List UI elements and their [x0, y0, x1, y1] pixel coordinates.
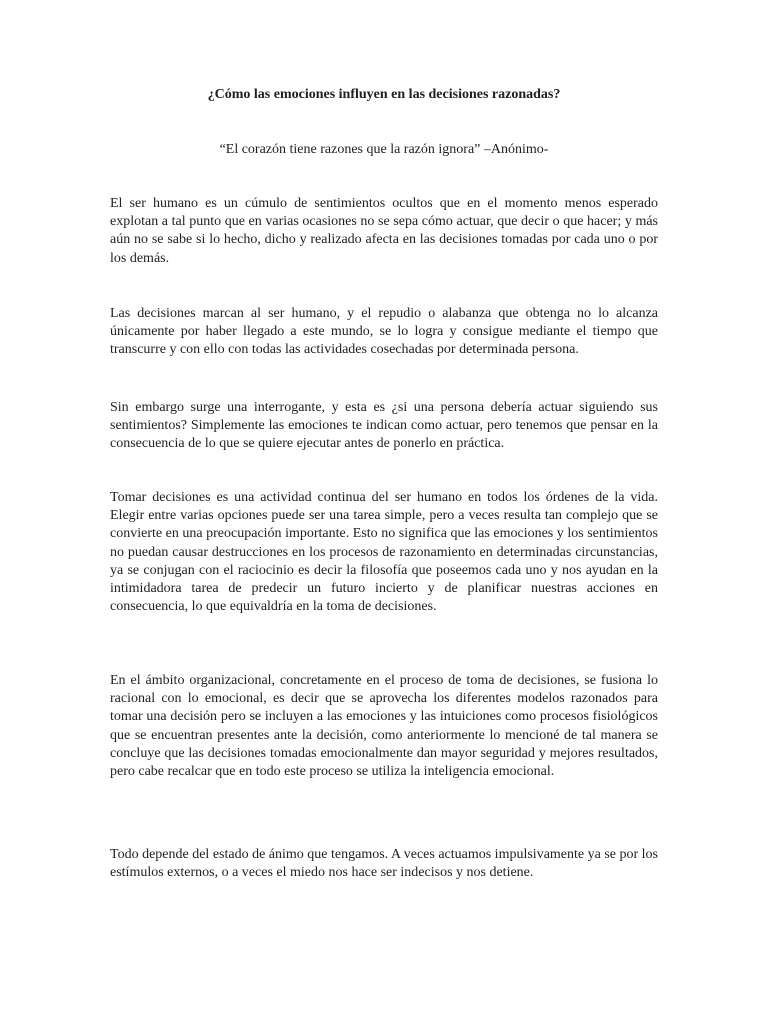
page-title: ¿Cómo las emociones influyen en las decisiones razonadas? — [207, 87, 561, 102]
epigraph-quote: “El corazón tiene razones que la razón ignora” –Anónimo- — [219, 142, 549, 157]
paragraph: Todo depende del estado de ánimo que tengamos. A veces actuamos impulsivamente ya se por los estímulos externos, o a veces el miedo nos hace ser indecisos y nos detiene. — [110, 847, 658, 881]
paragraph: Sin embargo surge una interrogante, y esta es ¿si una persona debería actuar siguiendo sus sentimientos? Simplemente las emociones te indican como actuar, pero tenemos que pensar en la consecuencia de lo que se quiere ejecutar antes de ponerlo en práctica. — [110, 400, 658, 452]
paragraph: El ser humano es un cúmulo de sentimientos ocultos que en el momento menos esperado explotan a tal punto que en varias ocasiones no se sepa cómo actuar, que decir o que hacer; y más aún no se sabe si lo hecho, dicho y realizado afecta en las decisiones tomadas por cada uno o por los demás. — [110, 196, 658, 266]
paragraph: En el ámbito organizacional, concretamente en el proceso de toma de decisiones, se fusiona lo racional con lo emocional, es decir que se aprovecha los diferentes modelos razonados para tomar una decisión pero se incluyen a las emociones y las intuiciones como procesos fisiológicos que se encuentran presentes ante la decisión, como anteriormente lo mencioné de tal manera se concluye que las decisiones tomadas emocionalmente dan mayor seguridad y mejores resultados, pero cabe recalcar que en todo este proceso se utiliza la inteligencia emocional. — [110, 673, 658, 780]
paragraph: Tomar decisiones es una actividad continua del ser humano en todos los órdenes de la vida. Elegir entre varias opciones puede ser una tarea simple, pero a veces resulta tan complejo que se convierte en una preocupación importante. Esto no significa que las emociones y los sentimientos no puedan causar destrucciones en los procesos de razonamiento en determinadas circunstancias, ya se conjugan con el raciocinio es decir la filosofía que poseemos cada uno y nos ayudan en la intimidadora tarea de predecir un futuro incierto y de planificar nuestras acciones en consecuencia, lo que equivaldría en la toma de decisiones. — [110, 490, 658, 615]
paragraph: Las decisiones marcan al ser humano, y el repudio o alabanza que obtenga no lo alcanza únicamente por haber llegado a este mundo, se lo logra y consigue mediante el tiempo que transcurre y con ello con todas las actividades cosechadas por determinada persona. — [110, 306, 658, 358]
